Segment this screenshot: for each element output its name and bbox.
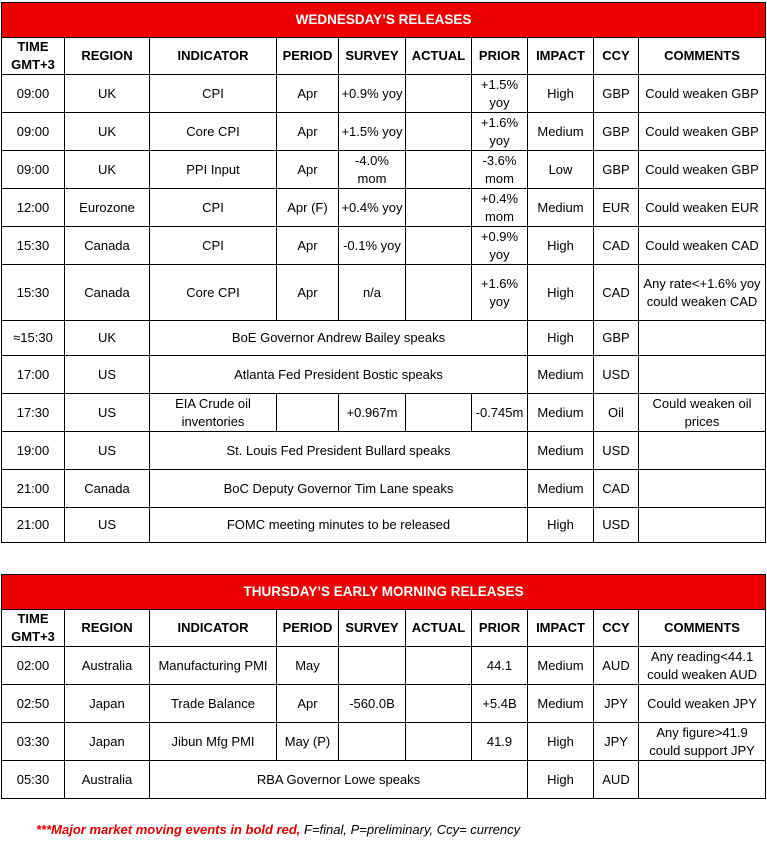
table-row: [2, 356, 766, 394]
impact-cell: High: [528, 227, 594, 265]
prior-cell: +1.6% yoy: [472, 113, 528, 151]
prior-cell: +5.4B: [472, 685, 528, 723]
table-row: [2, 470, 766, 508]
prior-cell: -0.745m: [472, 394, 528, 432]
ccy-cell: GBP: [594, 321, 639, 356]
period-cell: Apr: [277, 685, 339, 723]
period-cell: May (P): [277, 723, 339, 761]
table-row: [2, 394, 766, 432]
comments-cell: [639, 432, 766, 470]
time-cell: 09:00: [2, 113, 65, 151]
survey-cell: -560.0B: [339, 685, 406, 723]
col-header-prior: PRIOR: [472, 610, 528, 647]
time-cell: 12:00: [2, 189, 65, 227]
impact-cell: Medium: [528, 470, 594, 508]
time-cell: 15:30: [2, 265, 65, 321]
table-row: [2, 647, 766, 685]
region-cell: Australia: [65, 647, 150, 685]
impact-cell: Medium: [528, 432, 594, 470]
period-cell: Apr: [277, 227, 339, 265]
indicator-cell: PPI Input: [150, 151, 277, 189]
region-cell: Canada: [65, 227, 150, 265]
prior-cell: +0.9% yoy: [472, 227, 528, 265]
indicator-cell: Core CPI: [150, 265, 277, 321]
survey-cell: +0.4% yoy: [339, 189, 406, 227]
wednesday-releases-table: [1, 2, 766, 543]
impact-cell: High: [528, 508, 594, 543]
comments-cell: [639, 508, 766, 543]
event-cell: BoC Deputy Governor Tim Lane speaks: [150, 470, 528, 508]
region-cell: Canada: [65, 265, 150, 321]
indicator-cell: CPI: [150, 75, 277, 113]
region-cell: UK: [65, 113, 150, 151]
table-row: [2, 321, 766, 356]
region-cell: US: [65, 394, 150, 432]
footnote-legend: F=final, P=preliminary, Ccy= currency: [300, 822, 521, 837]
comments-cell: Could weaken oil prices: [639, 394, 766, 432]
ccy-cell: EUR: [594, 189, 639, 227]
event-cell: St. Louis Fed President Bullard speaks: [150, 432, 528, 470]
comments-cell: Could weaken EUR: [639, 189, 766, 227]
time-cell: 03:30: [2, 723, 65, 761]
comments-cell: Could weaken GBP: [639, 151, 766, 189]
actual-cell: [406, 265, 472, 321]
thursday-header-row: [2, 610, 766, 647]
comments-cell: [639, 470, 766, 508]
region-cell: UK: [65, 75, 150, 113]
ccy-cell: USD: [594, 508, 639, 543]
time-cell: 09:00: [2, 75, 65, 113]
impact-cell: Medium: [528, 113, 594, 151]
survey-cell: -0.1% yoy: [339, 227, 406, 265]
comments-cell: [639, 761, 766, 799]
region-cell: Japan: [65, 685, 150, 723]
col-header-survey: SURVEY: [339, 610, 406, 647]
table-row: [2, 685, 766, 723]
time-cell: 19:00: [2, 432, 65, 470]
col-header-indicator: INDICATOR: [150, 610, 277, 647]
table-row: [2, 761, 766, 799]
impact-cell: Medium: [528, 394, 594, 432]
survey-cell: -4.0% mom: [339, 151, 406, 189]
survey-cell: [339, 723, 406, 761]
period-cell: [277, 394, 339, 432]
actual-cell: [406, 227, 472, 265]
period-cell: Apr: [277, 265, 339, 321]
table-row: [2, 265, 766, 321]
prior-cell: +1.5% yoy: [472, 75, 528, 113]
col-header-prior: PRIOR: [472, 38, 528, 75]
actual-cell: [406, 189, 472, 227]
ccy-cell: GBP: [594, 75, 639, 113]
survey-cell: n/a: [339, 265, 406, 321]
impact-cell: High: [528, 265, 594, 321]
col-header-comments: COMMENTS: [639, 610, 766, 647]
period-cell: Apr: [277, 113, 339, 151]
ccy-cell: JPY: [594, 685, 639, 723]
time-cell: 21:00: [2, 470, 65, 508]
period-cell: Apr: [277, 75, 339, 113]
time-cell: 02:00: [2, 647, 65, 685]
period-cell: Apr (F): [277, 189, 339, 227]
ccy-cell: CAD: [594, 470, 639, 508]
actual-cell: [406, 723, 472, 761]
impact-cell: Medium: [528, 647, 594, 685]
time-cell: 21:00: [2, 508, 65, 543]
actual-cell: [406, 113, 472, 151]
impact-cell: Low: [528, 151, 594, 189]
region-cell: UK: [65, 321, 150, 356]
indicator-cell: CPI: [150, 227, 277, 265]
col-header-region: REGION: [65, 38, 150, 75]
table-row: [2, 113, 766, 151]
survey-cell: [339, 647, 406, 685]
region-cell: UK: [65, 151, 150, 189]
footnote: [36, 822, 520, 837]
col-header-impact: IMPACT: [528, 610, 594, 647]
impact-cell: High: [528, 761, 594, 799]
event-cell: RBA Governor Lowe speaks: [150, 761, 528, 799]
col-header-survey: SURVEY: [339, 38, 406, 75]
col-header-period: PERIOD: [277, 38, 339, 75]
actual-cell: [406, 685, 472, 723]
region-cell: Canada: [65, 470, 150, 508]
actual-cell: [406, 647, 472, 685]
comments-cell: Any figure>41.9 could support JPY: [639, 723, 766, 761]
ccy-cell: USD: [594, 356, 639, 394]
col-header-time: TIME GMT+3: [2, 610, 65, 647]
wednesday-header-row: [2, 38, 766, 75]
prior-cell: +0.4% mom: [472, 189, 528, 227]
col-header-ccy: CCY: [594, 610, 639, 647]
indicator-cell: Manufacturing PMI: [150, 647, 277, 685]
region-cell: Eurozone: [65, 189, 150, 227]
ccy-cell: GBP: [594, 113, 639, 151]
event-cell: Atlanta Fed President Bostic speaks: [150, 356, 528, 394]
ccy-cell: GBP: [594, 151, 639, 189]
comments-cell: [639, 356, 766, 394]
table-row: [2, 75, 766, 113]
time-cell: 09:00: [2, 151, 65, 189]
time-cell: 15:30: [2, 227, 65, 265]
table-row: [2, 227, 766, 265]
comments-cell: Could weaken GBP: [639, 113, 766, 151]
thursday-title: THURSDAY’S EARLY MORNING RELEASES: [2, 575, 766, 610]
period-cell: May: [277, 647, 339, 685]
indicator-cell: CPI: [150, 189, 277, 227]
actual-cell: [406, 75, 472, 113]
comments-cell: [639, 321, 766, 356]
impact-cell: Medium: [528, 189, 594, 227]
time-cell: 17:00: [2, 356, 65, 394]
indicator-cell: Trade Balance: [150, 685, 277, 723]
ccy-cell: AUD: [594, 761, 639, 799]
footnote-major-events: ***Major market moving events in bold red,: [36, 822, 301, 837]
ccy-cell: CAD: [594, 265, 639, 321]
table-row: [2, 723, 766, 761]
prior-cell: -3.6% mom: [472, 151, 528, 189]
thursday-releases-table: [1, 574, 766, 799]
impact-cell: High: [528, 75, 594, 113]
comments-cell: Could weaken JPY: [639, 685, 766, 723]
region-cell: US: [65, 356, 150, 394]
comments-cell: Any rate<+1.6% yoy could weaken CAD: [639, 265, 766, 321]
impact-cell: Medium: [528, 356, 594, 394]
col-header-ccy: CCY: [594, 38, 639, 75]
indicator-cell: Core CPI: [150, 113, 277, 151]
ccy-cell: CAD: [594, 227, 639, 265]
prior-cell: +1.6% yoy: [472, 265, 528, 321]
region-cell: US: [65, 432, 150, 470]
comments-cell: Could weaken CAD: [639, 227, 766, 265]
time-cell: 05:30: [2, 761, 65, 799]
impact-cell: High: [528, 321, 594, 356]
period-cell: Apr: [277, 151, 339, 189]
table-row: [2, 151, 766, 189]
actual-cell: [406, 151, 472, 189]
col-header-comments: COMMENTS: [639, 38, 766, 75]
comments-cell: Any reading<44.1 could weaken AUD: [639, 647, 766, 685]
event-cell: BoE Governor Andrew Bailey speaks: [150, 321, 528, 356]
time-cell: 02:50: [2, 685, 65, 723]
col-header-impact: IMPACT: [528, 38, 594, 75]
region-cell: Japan: [65, 723, 150, 761]
prior-cell: 44.1: [472, 647, 528, 685]
table-row: [2, 508, 766, 543]
survey-cell: +1.5% yoy: [339, 113, 406, 151]
ccy-cell: AUD: [594, 647, 639, 685]
actual-cell: [406, 394, 472, 432]
region-cell: US: [65, 508, 150, 543]
wednesday-title: WEDNESDAY’S RELEASES: [2, 3, 766, 38]
comments-cell: Could weaken GBP: [639, 75, 766, 113]
col-header-actual: ACTUAL: [406, 610, 472, 647]
survey-cell: +0.9% yoy: [339, 75, 406, 113]
impact-cell: High: [528, 723, 594, 761]
event-cell: FOMC meeting minutes to be released: [150, 508, 528, 543]
time-cell: ≈15:30: [2, 321, 65, 356]
survey-cell: +0.967m: [339, 394, 406, 432]
time-cell: 17:30: [2, 394, 65, 432]
indicator-cell: EIA Crude oil inventories: [150, 394, 277, 432]
ccy-cell: Oil: [594, 394, 639, 432]
ccy-cell: USD: [594, 432, 639, 470]
col-header-time: TIME GMT+3: [2, 38, 65, 75]
impact-cell: Medium: [528, 685, 594, 723]
table-row: [2, 189, 766, 227]
col-header-actual: ACTUAL: [406, 38, 472, 75]
table-row: [2, 432, 766, 470]
ccy-cell: JPY: [594, 723, 639, 761]
col-header-period: PERIOD: [277, 610, 339, 647]
col-header-region: REGION: [65, 610, 150, 647]
prior-cell: 41.9: [472, 723, 528, 761]
indicator-cell: Jibun Mfg PMI: [150, 723, 277, 761]
col-header-indicator: INDICATOR: [150, 38, 277, 75]
region-cell: Australia: [65, 761, 150, 799]
